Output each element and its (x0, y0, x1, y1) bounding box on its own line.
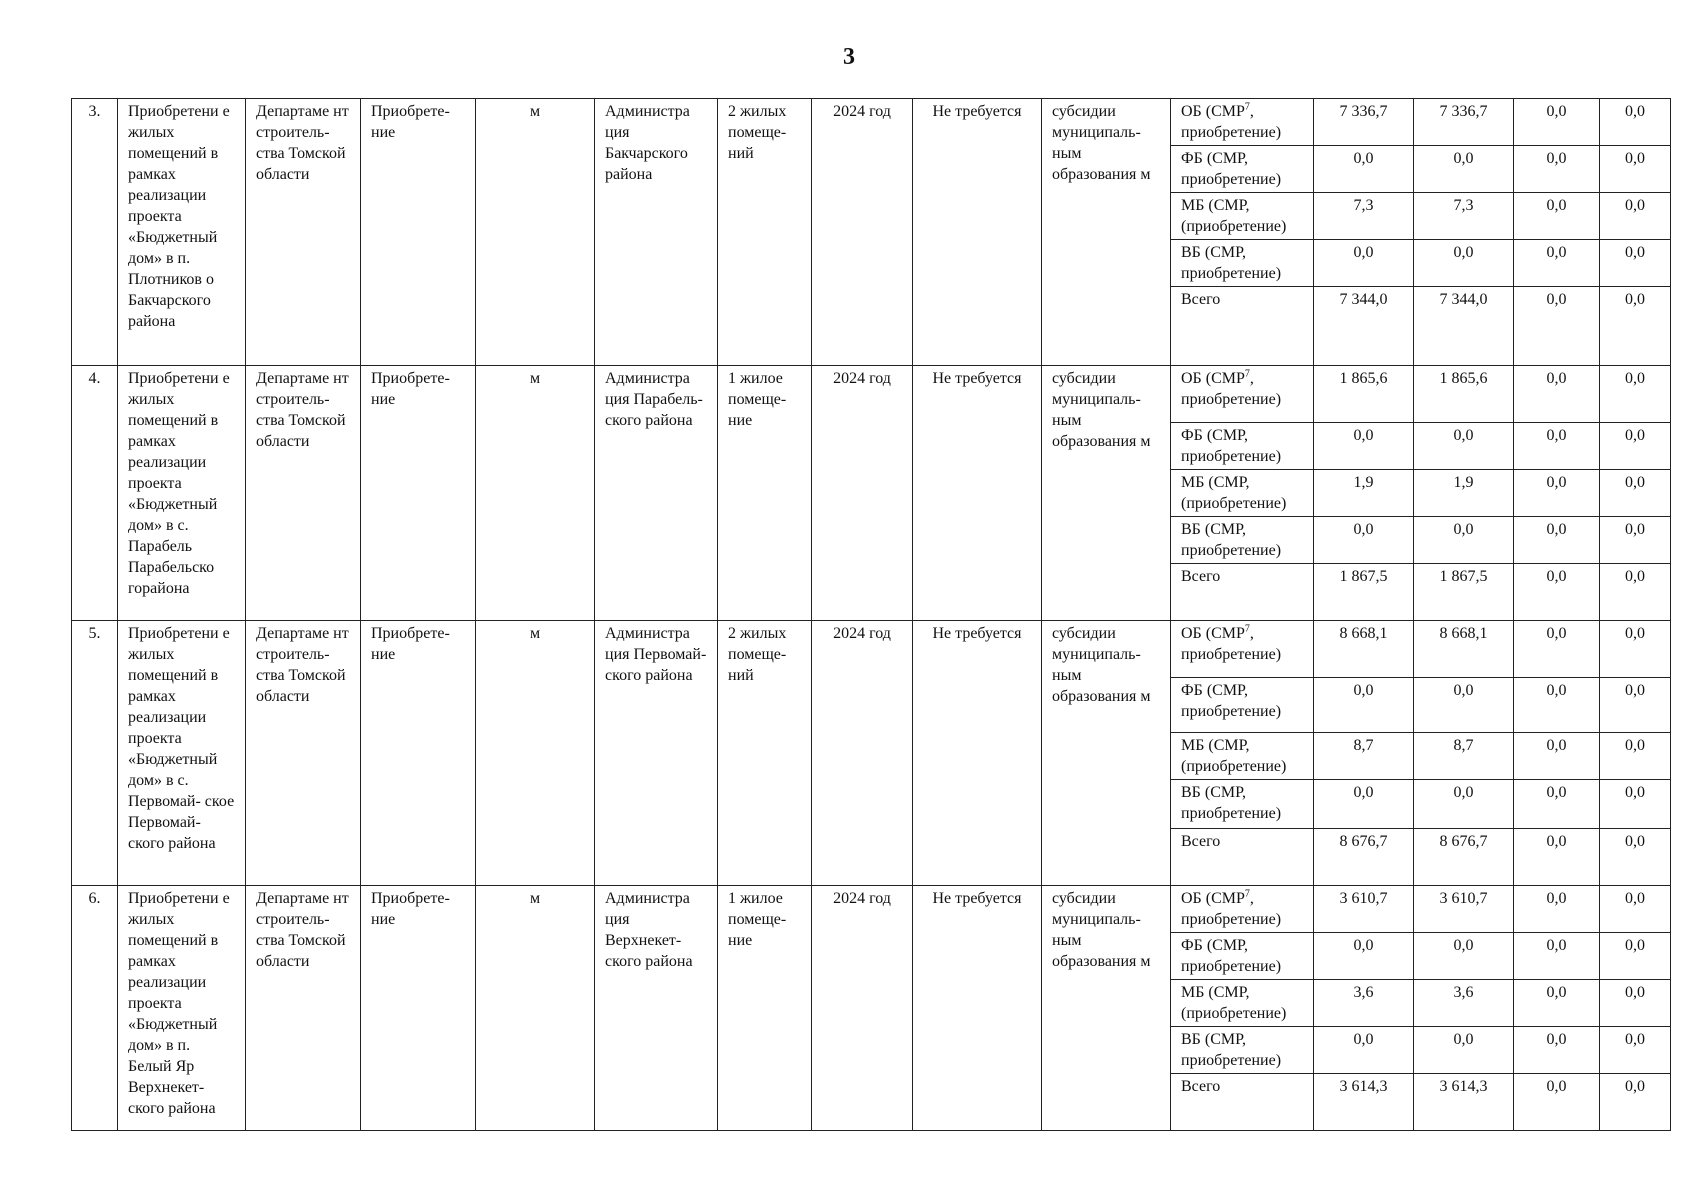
amount-cell-1: 0,0 (1314, 146, 1414, 193)
amount-cell-4: 0,0 (1600, 470, 1671, 517)
budget-table (71, 98, 1671, 1131)
year-cell: 2024 год (812, 99, 913, 366)
amount-cell-1: 7 344,0 (1314, 287, 1414, 366)
funding-source-cell (1171, 1027, 1314, 1074)
funding-source-cell (1171, 621, 1314, 678)
funding-source-label: ВБ (СМР, приобретение) (1181, 244, 1282, 282)
funding-source-cell (1171, 678, 1314, 733)
amount-cell-4: 0,0 (1600, 517, 1671, 564)
recipient-cell: Администра ция Бакчарского района (595, 99, 718, 366)
amount-cell-3: 0,0 (1514, 99, 1600, 146)
amount-cell-4: 0,0 (1600, 99, 1671, 146)
amount-cell-3: 0,0 (1514, 933, 1600, 980)
funding-source-label: ФБ (СМР, приобретение) (1181, 937, 1282, 975)
project-name-cell: Приобретени е жилых помещений в рамках реализации проекта «Бюджетный дом» в п. Белый Яр Верхнекет- ского района (118, 886, 246, 1131)
funding-source-label: Всего (1181, 291, 1221, 308)
funding-source-tail: , приобретение) (1181, 103, 1282, 141)
funding-source-label: ОБ (СМР (1181, 625, 1245, 642)
amount-cell-2: 7 336,7 (1414, 99, 1514, 146)
result-cell: 1 жилое помеще- ние (718, 886, 812, 1131)
row-number-cell: 4. (72, 366, 118, 621)
footnote-mark: 7 (1244, 623, 1250, 635)
unit-cell: м (476, 886, 595, 1131)
funding-source-cell (1171, 423, 1314, 470)
funding-source-cell (1171, 470, 1314, 517)
procurement-type-cell: Приобрете- ние (361, 621, 476, 886)
amount-cell-1: 0,0 (1314, 678, 1414, 733)
funding-source-label: ОБ (СМР (1181, 370, 1245, 387)
unit-cell: м (476, 621, 595, 886)
funding-source-cell (1171, 517, 1314, 564)
procurement-type-cell: Приобрете- ние (361, 366, 476, 621)
funding-source-tail: , приобретение) (1181, 890, 1282, 928)
amount-cell-2: 0,0 (1414, 780, 1514, 829)
funding-source-cell (1171, 99, 1314, 146)
funding-source-tail: , приобретение) (1181, 370, 1282, 408)
amount-cell-3: 0,0 (1514, 564, 1600, 621)
page-number: 3 (843, 44, 855, 70)
amount-cell-2: 1 867,5 (1414, 564, 1514, 621)
funding-source-cell (1171, 193, 1314, 240)
project-name-cell: Приобретени е жилых помещений в рамках реализации проекта «Бюджетный дом» в п. Плотников о Бакчарского района (118, 99, 246, 366)
table-row (72, 621, 1671, 678)
funding-source-label: Всего (1181, 1078, 1221, 1095)
funding-source-cell (1171, 1074, 1314, 1131)
amount-cell-2: 0,0 (1414, 146, 1514, 193)
funding-source-label: ФБ (СМР, приобретение) (1181, 682, 1282, 720)
amount-cell-4: 0,0 (1600, 980, 1671, 1027)
expertise-cell: Не требуется (913, 886, 1042, 1131)
amount-cell-4: 0,0 (1600, 678, 1671, 733)
amount-cell-3: 0,0 (1514, 240, 1600, 287)
amount-cell-4: 0,0 (1600, 780, 1671, 829)
procurement-type-cell: Приобрете- ние (361, 886, 476, 1131)
amount-cell-1: 3,6 (1314, 980, 1414, 1027)
amount-cell-1: 1 865,6 (1314, 366, 1414, 423)
amount-cell-4: 0,0 (1600, 886, 1671, 933)
amount-cell-3: 0,0 (1514, 733, 1600, 780)
footnote-mark: 7 (1244, 368, 1250, 380)
amount-cell-2: 7,3 (1414, 193, 1514, 240)
amount-cell-1: 0,0 (1314, 1027, 1414, 1074)
project-name-cell: Приобретени е жилых помещений в рамках реализации проекта «Бюджетный дом» в с. Первомай- ское Первомай- ского района (118, 621, 246, 886)
amount-cell-1: 0,0 (1314, 933, 1414, 980)
procurement-type-cell: Приобрете- ние (361, 99, 476, 366)
executor-cell: Департаме нт строитель- ства Томской области (246, 621, 361, 886)
amount-cell-2: 0,0 (1414, 1027, 1514, 1074)
amount-cell-4: 0,0 (1600, 287, 1671, 366)
funding-source-cell (1171, 980, 1314, 1027)
funding-source-cell (1171, 733, 1314, 780)
funding-source-label: Всего (1181, 833, 1221, 850)
funding-source-label: ФБ (СМР, приобретение) (1181, 427, 1282, 465)
amount-cell-3: 0,0 (1514, 780, 1600, 829)
row-number-cell: 6. (72, 886, 118, 1131)
funding-source-label: МБ (СМР, (приобретение) (1181, 474, 1287, 512)
amount-cell-2: 0,0 (1414, 240, 1514, 287)
amount-cell-4: 0,0 (1600, 1074, 1671, 1131)
funding-source-label: ВБ (СМР, приобретение) (1181, 784, 1282, 822)
funding-source-cell (1171, 829, 1314, 886)
amount-cell-1: 7 336,7 (1314, 99, 1414, 146)
amount-cell-1: 0,0 (1314, 240, 1414, 287)
footnote-mark: 7 (1244, 101, 1250, 113)
amount-cell-1: 8,7 (1314, 733, 1414, 780)
funding-source-label: МБ (СМР, (приобретение) (1181, 737, 1287, 775)
row-number-cell: 3. (72, 99, 118, 366)
result-cell: 2 жилых помеще- ний (718, 99, 812, 366)
executor-cell: Департаме нт строитель- ства Томской области (246, 99, 361, 366)
amount-cell-2: 3,6 (1414, 980, 1514, 1027)
amount-cell-3: 0,0 (1514, 423, 1600, 470)
funding-source-cell (1171, 564, 1314, 621)
amount-cell-4: 0,0 (1600, 933, 1671, 980)
funding-source-label: ВБ (СМР, приобретение) (1181, 521, 1282, 559)
footnote-mark: 7 (1244, 888, 1250, 900)
amount-cell-2: 7 344,0 (1414, 287, 1514, 366)
funding-source-label: ОБ (СМР (1181, 890, 1245, 907)
result-cell: 1 жилое помеще- ние (718, 366, 812, 621)
recipient-cell: Администра ция Парабель- ского района (595, 366, 718, 621)
funding-source-cell (1171, 366, 1314, 423)
executor-cell: Департаме нт строитель- ства Томской области (246, 886, 361, 1131)
funding-source-label: МБ (СМР, (приобретение) (1181, 197, 1287, 235)
support-form-cell: субсидии муниципаль- ным образования м (1042, 99, 1171, 366)
amount-cell-2: 8 676,7 (1414, 829, 1514, 886)
amount-cell-1: 7,3 (1314, 193, 1414, 240)
amount-cell-3: 0,0 (1514, 678, 1600, 733)
amount-cell-1: 0,0 (1314, 780, 1414, 829)
amount-cell-3: 0,0 (1514, 517, 1600, 564)
amount-cell-4: 0,0 (1600, 240, 1671, 287)
amount-cell-2: 1 865,6 (1414, 366, 1514, 423)
funding-source-cell (1171, 146, 1314, 193)
executor-cell: Департаме нт строитель- ства Томской области (246, 366, 361, 621)
row-number-cell: 5. (72, 621, 118, 886)
amount-cell-2: 1,9 (1414, 470, 1514, 517)
funding-source-label: ОБ (СМР (1181, 103, 1245, 120)
amount-cell-2: 0,0 (1414, 423, 1514, 470)
funding-source-cell (1171, 287, 1314, 366)
recipient-cell: Администра ция Первомай- ского района (595, 621, 718, 886)
funding-source-cell (1171, 780, 1314, 829)
amount-cell-3: 0,0 (1514, 829, 1600, 886)
amount-cell-1: 8 676,7 (1314, 829, 1414, 886)
support-form-cell: субсидии муниципаль- ным образования м (1042, 886, 1171, 1131)
amount-cell-1: 0,0 (1314, 423, 1414, 470)
funding-source-cell (1171, 240, 1314, 287)
amount-cell-4: 0,0 (1600, 366, 1671, 423)
funding-source-cell (1171, 933, 1314, 980)
amount-cell-1: 3 614,3 (1314, 1074, 1414, 1131)
amount-cell-4: 0,0 (1600, 423, 1671, 470)
unit-cell: м (476, 366, 595, 621)
amount-cell-4: 0,0 (1600, 564, 1671, 621)
amount-cell-4: 0,0 (1600, 621, 1671, 678)
expertise-cell: Не требуется (913, 99, 1042, 366)
amount-cell-1: 3 610,7 (1314, 886, 1414, 933)
amount-cell-2: 0,0 (1414, 678, 1514, 733)
funding-source-cell (1171, 886, 1314, 933)
amount-cell-3: 0,0 (1514, 980, 1600, 1027)
support-form-cell: субсидии муниципаль- ным образования м (1042, 366, 1171, 621)
amount-cell-3: 0,0 (1514, 287, 1600, 366)
amount-cell-3: 0,0 (1514, 1074, 1600, 1131)
funding-source-label: ФБ (СМР, приобретение) (1181, 150, 1282, 188)
table-body (72, 99, 1671, 1131)
funding-source-label: МБ (СМР, (приобретение) (1181, 984, 1287, 1022)
table-row (72, 366, 1671, 423)
amount-cell-3: 0,0 (1514, 146, 1600, 193)
amount-cell-3: 0,0 (1514, 193, 1600, 240)
amount-cell-3: 0,0 (1514, 886, 1600, 933)
amount-cell-1: 1 867,5 (1314, 564, 1414, 621)
amount-cell-3: 0,0 (1514, 621, 1600, 678)
year-cell: 2024 год (812, 886, 913, 1131)
amount-cell-2: 8 668,1 (1414, 621, 1514, 678)
amount-cell-1: 8 668,1 (1314, 621, 1414, 678)
funding-source-tail: , приобретение) (1181, 625, 1282, 663)
table-row (72, 886, 1671, 933)
support-form-cell: субсидии муниципаль- ным образования м (1042, 621, 1171, 886)
amount-cell-3: 0,0 (1514, 1027, 1600, 1074)
year-cell: 2024 год (812, 621, 913, 886)
amount-cell-4: 0,0 (1600, 733, 1671, 780)
amount-cell-3: 0,0 (1514, 366, 1600, 423)
result-cell: 2 жилых помеще- ний (718, 621, 812, 886)
expertise-cell: Не требуется (913, 366, 1042, 621)
amount-cell-2: 0,0 (1414, 933, 1514, 980)
amount-cell-4: 0,0 (1600, 146, 1671, 193)
amount-cell-4: 0,0 (1600, 1027, 1671, 1074)
year-cell: 2024 год (812, 366, 913, 621)
amount-cell-2: 3 610,7 (1414, 886, 1514, 933)
project-name-cell: Приобретени е жилых помещений в рамках реализации проекта «Бюджетный дом» в с. Парабель Парабельско горайона (118, 366, 246, 621)
amount-cell-2: 3 614,3 (1414, 1074, 1514, 1131)
unit-cell: м (476, 99, 595, 366)
amount-cell-4: 0,0 (1600, 193, 1671, 240)
table-row (72, 99, 1671, 146)
amount-cell-3: 0,0 (1514, 470, 1600, 517)
expertise-cell: Не требуется (913, 621, 1042, 886)
recipient-cell: Администра ция Верхнекет- ского района (595, 886, 718, 1131)
amount-cell-1: 0,0 (1314, 517, 1414, 564)
amount-cell-1: 1,9 (1314, 470, 1414, 517)
funding-source-label: ВБ (СМР, приобретение) (1181, 1031, 1282, 1069)
amount-cell-2: 8,7 (1414, 733, 1514, 780)
funding-source-label: Всего (1181, 568, 1221, 585)
amount-cell-4: 0,0 (1600, 829, 1671, 886)
amount-cell-2: 0,0 (1414, 517, 1514, 564)
